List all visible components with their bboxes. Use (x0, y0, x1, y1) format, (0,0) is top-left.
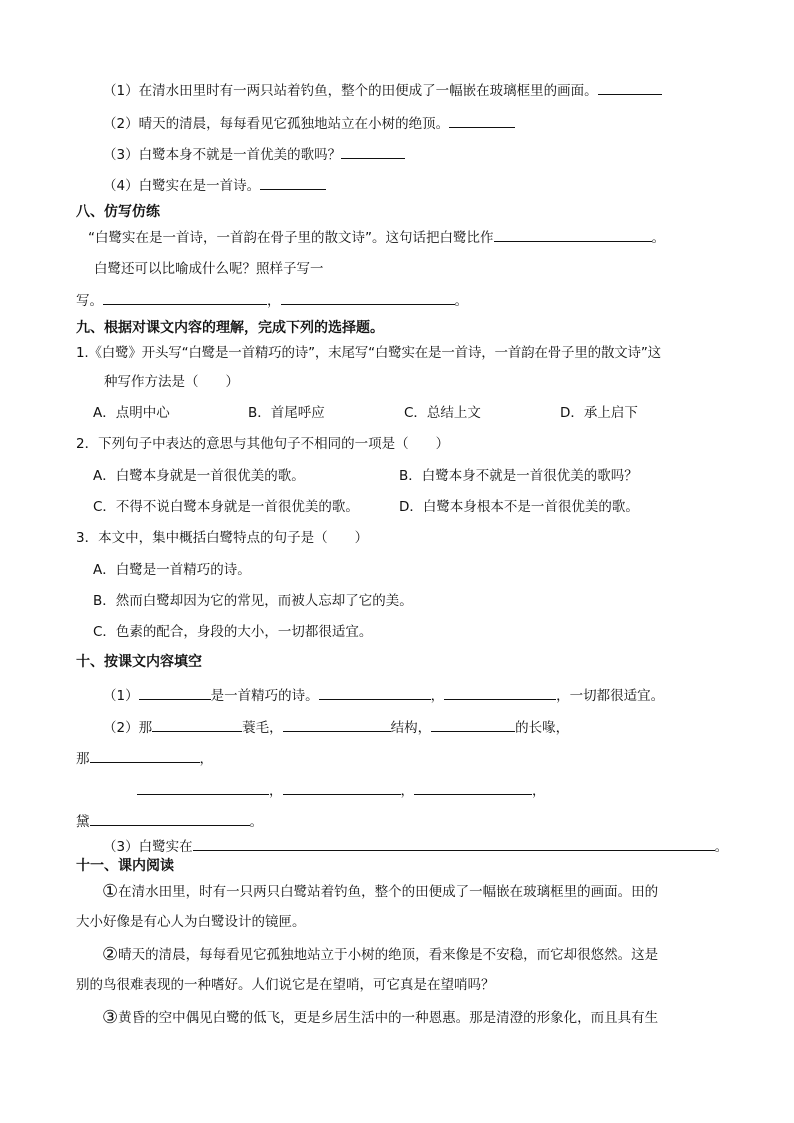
q8-line-1-end: 。 (651, 230, 665, 246)
q8-line-3-text: 写。 (76, 293, 103, 309)
q10-text: 黛 (76, 814, 90, 830)
answer-blank[interactable] (260, 175, 326, 190)
q7-item-1-text: （1）在清水田里时有一两只站着钓鱼，整个的田便成了一幅嵌在玻璃框里的画面。 (103, 83, 598, 99)
answer-blank[interactable] (283, 780, 401, 795)
q11-paragraph-2-line-2: 别的鸟很难表现的一种嗜好。人们说它是在望哨，可它真是在望哨吗？ (76, 977, 495, 993)
q7-item-3 (103, 144, 405, 165)
answer-blank[interactable] (449, 113, 515, 128)
answer-blank[interactable] (152, 717, 242, 732)
answer-blank[interactable] (444, 685, 556, 700)
q10-line-4 (137, 780, 546, 801)
q9-q2-option-b[interactable]: B．白鹭本身不就是一首很优美的歌吗？ (399, 468, 638, 484)
section-9-title: 九、根据对课文内容的理解，完成下列的选择题。 (76, 320, 384, 336)
answer-blank[interactable] (281, 290, 455, 305)
q11-paragraph-1-line-1 (102, 881, 658, 902)
q9-q3-stem: 3．本文中，集中概括白鹭特点的句子是（ ） (76, 530, 369, 546)
q10-line-2 (103, 717, 569, 738)
q7-item-3-text: （3）白鹭本身不就是一首优美的歌吗？ (103, 147, 342, 163)
q10-label: （2）那 (103, 720, 153, 736)
answer-blank[interactable] (319, 685, 431, 700)
comma: ， (199, 751, 213, 767)
q7-item-4 (103, 175, 326, 196)
comma: ， (267, 293, 281, 309)
comma: ， (400, 783, 414, 799)
q9-q1-option-d[interactable]: D．承上启下 (560, 405, 638, 421)
period: 。 (249, 814, 263, 830)
q9-q1-option-a[interactable]: A．点明中心 (93, 405, 170, 421)
q10-line-6 (103, 836, 728, 857)
comma: ， (532, 783, 546, 799)
q8-line-3 (76, 290, 468, 311)
q10-text: （3）白鹭实在 (103, 839, 193, 855)
period: 。 (454, 293, 468, 309)
comma: ， (430, 688, 445, 704)
q9-q1-line-2: 种写作方法是（ ） (104, 374, 239, 390)
q9-q2-stem: 2．下列句子中表达的意思与其他句子不相同的一项是（ ） (76, 436, 450, 452)
q10-text: 结构， (390, 720, 432, 736)
answer-blank[interactable] (598, 80, 662, 95)
answer-blank[interactable] (139, 685, 211, 700)
q9-q1-option-c[interactable]: C．总结上文 (404, 405, 481, 421)
q10-text: 的长喙， (515, 720, 570, 736)
comma: ， (269, 783, 283, 799)
circled-number-3: ③ (102, 1007, 119, 1028)
q10-line-1 (103, 685, 664, 706)
q8-line-1 (88, 227, 665, 248)
q10-text: 是一首精巧的诗。 (210, 688, 319, 704)
q8-line-1-text: “白鹭实在是一首诗，一首韵在骨子里的散文诗”。这句话把白鹭比作 (88, 230, 494, 246)
answer-blank[interactable] (431, 717, 515, 732)
answer-blank[interactable] (193, 836, 715, 851)
answer-blank[interactable] (414, 780, 532, 795)
q7-item-2-text: （2）晴天的清晨，每每看见它孤独地站立在小树的绝顶。 (103, 116, 450, 132)
answer-blank[interactable] (90, 748, 200, 763)
q9-q3-option-a[interactable]: A．白鹭是一首精巧的诗。 (93, 562, 251, 578)
q10-label: （1） (103, 688, 139, 704)
q9-q2-option-d[interactable]: D．白鹭本身根本不是一首很优美的歌。 (399, 499, 639, 515)
answer-blank[interactable] (341, 144, 405, 159)
q10-line-3 (76, 748, 213, 769)
q9-q1-line-1: 1.《白鹭》开头写“白鹭是一首精巧的诗”，末尾写“白鹭实在是一首诗，一首韵在骨子里的散文诗”这 (76, 345, 661, 361)
circled-number-2: ② (102, 944, 119, 965)
answer-blank[interactable] (283, 717, 391, 732)
answer-blank[interactable] (103, 290, 267, 305)
q9-q1-option-b[interactable]: B．首尾呼应 (248, 405, 325, 421)
circled-number-1: ① (102, 881, 119, 902)
q11-paragraph-1-line-2: 大小好像是有心人为白鹭设计的镜匣。 (76, 914, 306, 930)
q7-item-2 (103, 113, 515, 134)
q10-line-5 (76, 811, 263, 832)
period: 。 (714, 839, 729, 855)
q9-q2-option-c[interactable]: C．不得不说白鹭本身就是一首很优美的歌。 (93, 499, 359, 515)
q7-item-1 (103, 80, 662, 101)
q11-paragraph-3-line-1 (102, 1007, 658, 1028)
answer-blank[interactable] (90, 811, 250, 826)
section-10-title: 十、按课文内容填空 (76, 654, 202, 670)
q10-text: 蓑毛， (242, 720, 283, 736)
paragraph-text: 晴天的清晨，每每看见它孤独地站立于小树的绝顶，看来像是不安稳，而它却很悠然。这是 (118, 947, 659, 963)
q9-q3-option-c[interactable]: C．色素的配合，身段的大小，一切都很适宜。 (93, 624, 373, 640)
q8-line-2: 白鹭还可以比喻成什么呢？照样子写一 (94, 261, 324, 277)
answer-blank[interactable] (494, 227, 652, 242)
q10-text: 那 (76, 751, 90, 767)
paragraph-text: 在清水田里，时有一只两只白鹭站着钓鱼，整个的田便成了一幅嵌在玻璃框里的画面。田的 (118, 884, 659, 900)
section-8-title: 八、仿写仿练 (76, 204, 160, 220)
section-11-title: 十一、课内阅读 (76, 858, 174, 874)
q7-item-4-text: （4）白鹭实在是一首诗。 (103, 178, 261, 194)
q10-text: ，一切都很适宜。 (556, 688, 665, 704)
q11-paragraph-2-line-1 (102, 944, 658, 965)
paragraph-text: 黄昏的空中偶见白鹭的低飞，更是乡居生活中的一种恩惠。那是清澄的形象化，而且具有生 (118, 1010, 659, 1026)
q9-q2-option-a[interactable]: A．白鹭本身就是一首很优美的歌。 (93, 468, 305, 484)
answer-blank[interactable] (137, 780, 269, 795)
q9-q3-option-b[interactable]: B．然而白鹭却因为它的常见，而被人忘却了它的美。 (93, 593, 413, 609)
